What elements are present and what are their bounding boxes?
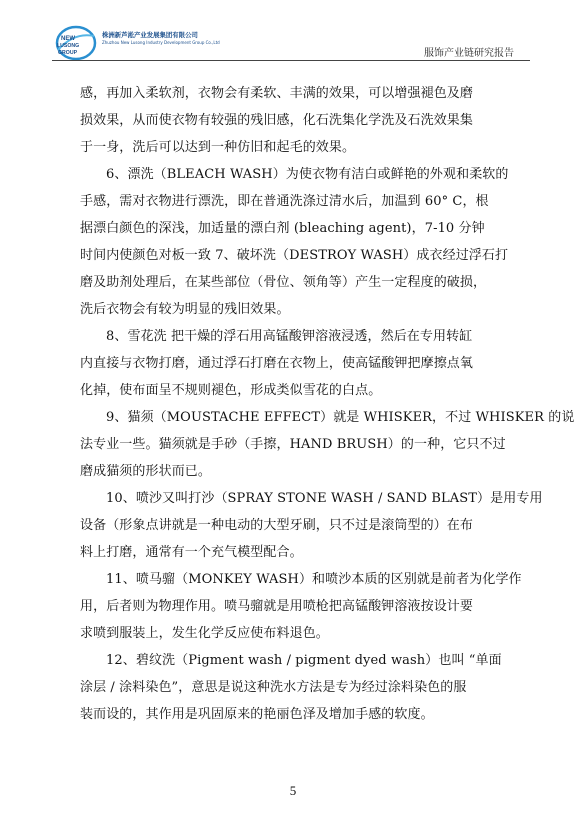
company-name (102, 30, 220, 45)
svg-text:LUSONG: LUSONG (57, 43, 80, 49)
paragraph-spray-stone-wash: 10、喷沙又叫打沙（SPRAY STONE WASH / SAND BLAST）是用专用 (106, 491, 543, 506)
text-line: 磨成猫须的形状而已。 (80, 464, 212, 479)
paragraph-snow-wash: 8、雪花洗 把干燥的浮石用高锰酸钾溶液浸透，然后在专用转缸 (106, 329, 473, 344)
text-line: 手感，需对衣物进行漂洗，即在普通洗涤过清水后，加温到 60° C，根 (80, 194, 489, 209)
company-name-en: Zhuzhou New Lusong Industry Development Group Co.,Ltd (102, 40, 220, 45)
paragraph-monkey-wash: 11、喷马骝（MONKEY WASH）和喷沙本质的区别就是前者为化学作 (106, 572, 522, 587)
text-line: 求喷到服装上，发生化学反应使布料退色。 (80, 626, 329, 641)
text-line: 化掉，使布面呈不规则褪色，形成类似雪花的白点。 (80, 383, 382, 398)
page-number: 5 (289, 783, 297, 798)
company-name-cn: 株洲新芦淞产业发展集团有限公司 (102, 31, 198, 39)
text-line: 装而设的，其作用是巩固原来的艳丽色泽及增加手感的软度。 (80, 707, 434, 722)
paragraph-moustache-effect: 9、猫须（MOUSTACHE EFFECT）就是 WHISKER，不过 WHISKER 的说 (106, 410, 575, 425)
text-line: 洗后衣物会有较为明显的残旧效果。 (80, 302, 290, 317)
header-divider (52, 60, 530, 61)
text-line: 据漂白颜色的深浅，加适量的漂白剂 (bleaching agent)，7-10 分钟 (80, 221, 485, 236)
text-line: 损效果，从而使衣物有较强的残旧感，化石洗集化学洗及石洗效果集 (80, 113, 474, 128)
svg-text:NEW: NEW (61, 36, 75, 42)
paragraph-pigment-wash: 12、碧纹洗（Pigment wash / pigment dyed wash）也叫 “单面 (106, 653, 502, 668)
text-line: 设备（形象点讲就是一种电动的大型牙刷，只不过是滚筒型的）在布 (80, 518, 474, 533)
text-line: 时间内使颜色对板一致 7、破坏洗（DESTROY WASH）成衣经过浮石打 (80, 248, 509, 263)
text-line: 内直接与衣物打磨，通过浮石打磨在衣物上，使高锰酸钾把摩擦点氧 (80, 356, 474, 371)
text-line: 磨及助剂处理后，在某些部位（骨位、领角等）产生一定程度的破损， (80, 275, 487, 290)
page-header (0, 0, 586, 64)
text-line: 用，后者则为物理作用。喷马骝就是用喷枪把高锰酸钾溶液按设计要 (80, 599, 474, 614)
report-title: 服饰产业链研究报告 (424, 48, 514, 59)
text-line: 于一身，洗后可以达到一种仿旧和起毛的效果。 (80, 140, 356, 155)
text-line: 感，再加入柔软剂，衣物会有柔软、丰满的效果，可以增强褪色及磨 (80, 86, 474, 101)
document-body (80, 80, 575, 728)
paragraph-bleach-wash: 6、漂洗（BLEACH WASH）为使衣物有洁白或鲜艳的外观和柔软的 (106, 167, 509, 182)
text-line: 涂层 / 涂料染色”，意思是说这种洗水方法是专为经过涂料染色的服 (80, 680, 467, 695)
text-line: 法专业一些。猫须就是手砂（手擦，HAND BRUSH）的一种，它只不过 (80, 437, 506, 452)
svg-text:GROUP: GROUP (58, 50, 78, 56)
text-line: 料上打磨，通常有一个充气模型配合。 (80, 545, 303, 560)
company-logo (52, 22, 98, 62)
